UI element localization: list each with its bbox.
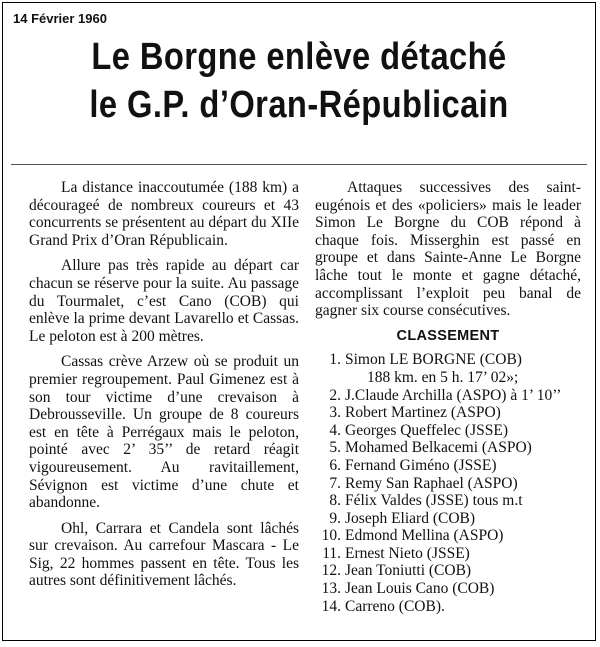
result-name: Joseph Eliard (COB) (345, 509, 476, 527)
headline-line-1: Le Borgne enlève détaché (91, 36, 507, 78)
result-name: Carreno (COB). (345, 597, 445, 615)
result-rank: 13. (321, 580, 341, 598)
result-rank: 11. (322, 544, 341, 562)
result-name: Félix Valdes (JSSE) tous m.t (345, 492, 523, 510)
result-name: Jean Toniutti (COB) (345, 562, 472, 580)
paragraph: Cassas crève Arzew où se produit un premier regroupement. Paul Gimenez est à son tour victime d’une crevaison à Debrousseville. Un groupe de 8 coureurs est en tête à Perrégaux mais le peloton, pointé avec 2’ 35’’ de retard réagit vigoureusement. Au ravitaillement, Sévignon est victime d’une chute et abandonne. (29, 353, 299, 512)
paragraph: La distance inaccoutumée (188 km) a décourageé de nombreux coureurs et 43 concurrents se présentent au départ du XIIe Grand Prix d’Oran Républicain. (29, 179, 299, 249)
result-rank: 12. (321, 562, 341, 580)
classement-title: CLASSEMENT (396, 327, 500, 344)
result-rank: 3. (329, 404, 341, 422)
result-name: Robert Martinez (ASPO) (345, 404, 501, 422)
result-row (315, 545, 581, 563)
headline-divider (11, 164, 587, 165)
result-time: 188 km. en 5 h. 17’ 02»; (367, 368, 519, 386)
newspaper-clipping (2, 2, 596, 641)
result-rank: 7. (329, 474, 341, 492)
result-name: Edmond Mellina (ASPO) (345, 527, 504, 545)
result-rank: 2. (329, 386, 341, 404)
result-name: Georges Queffelec (JSSE) (345, 421, 508, 439)
result-row (315, 422, 581, 440)
result-rank: 14. (321, 597, 341, 615)
result-row (315, 387, 581, 405)
result-rank: 10. (321, 527, 341, 545)
results-list (315, 351, 581, 615)
result-rank: 5. (329, 439, 341, 457)
right-column (315, 179, 581, 615)
result-name: Simon LE BORGNE (COB) (345, 351, 522, 369)
result-row (315, 580, 581, 598)
result-row (315, 404, 581, 422)
paragraph: Allure pas très rapide au départ car chacun se réserve pour la suite. Au passage du Tourmalet, c’est Cano (COB) qui enlève la prime devant Lavarello et Cassas. Le peloton est à 200 mètres. (29, 257, 299, 345)
result-row (315, 562, 581, 580)
result-name: Jean Louis Cano (COB) (345, 580, 495, 598)
result-name: Mohamed Belkacemi (ASPO) (345, 439, 532, 457)
paragraph: Ohl, Carrara et Candela sont lâchés sur crevaison. Au carrefour Mascara - Le Sig, 22 hommes passent en tête. Tous les autres sont définitivement lâchés. (29, 519, 299, 590)
result-rank: 4. (329, 421, 341, 439)
result-row (315, 492, 581, 510)
result-row (315, 439, 581, 457)
result-rank: 1. (329, 351, 341, 369)
left-column (29, 179, 299, 598)
result-row (315, 351, 581, 386)
headline-line-2: le G.P. d’Oran-Républicain (89, 84, 509, 126)
result-row (315, 510, 581, 528)
result-rank: 6. (329, 456, 341, 474)
result-name: Ernest Nieto (JSSE) (345, 544, 470, 562)
result-rank: 9. (329, 509, 341, 527)
paragraph: Attaques successives des saint-eugénois et des «policiers» mais le leader Simon Le Borgne du COB répond à chaque fois. Misserghin est passé en groupe et dans Sainte-Anne Le Borgne lâche tout le monte et gagne détaché, accomplissant l’exploit peu banal de gagner six course consécutives. (315, 179, 581, 320)
result-rank: 8. (329, 492, 341, 510)
result-name: Fernand Giméno (JSSE) (345, 456, 497, 474)
result-row (315, 598, 581, 616)
result-row (315, 475, 581, 493)
headline (44, 33, 553, 129)
result-name: Remy San Raphael (ASPO) (345, 474, 518, 492)
result-name: J.Claude Archilla (ASPO) à 1’ 10’’ (345, 386, 562, 404)
result-row (315, 457, 581, 475)
article-date: 14 Février 1960 (13, 11, 107, 26)
result-row (315, 527, 581, 545)
